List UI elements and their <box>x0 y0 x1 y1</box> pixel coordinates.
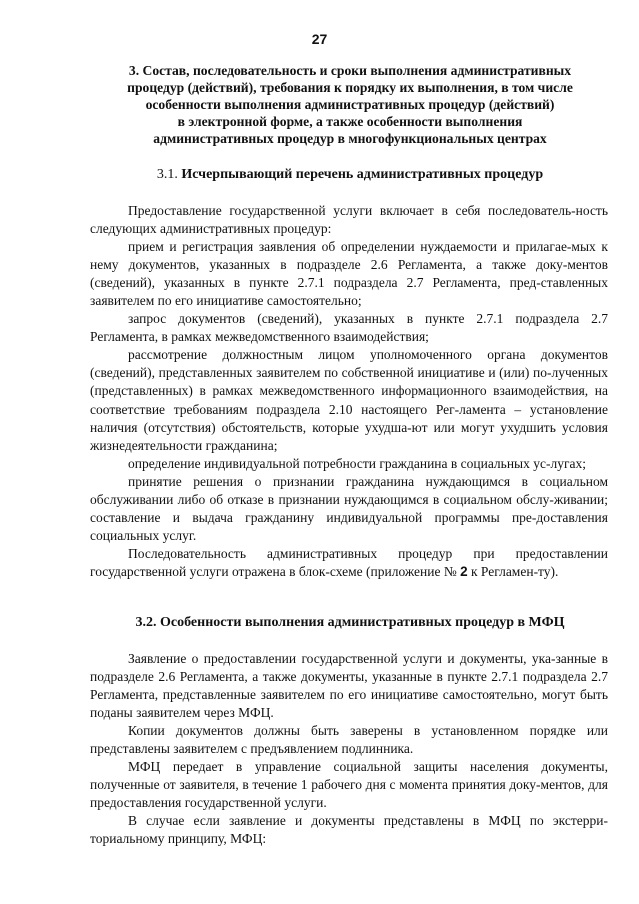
section-3-1-title: Исчерпывающий перечень административных процедур <box>181 167 544 182</box>
paragraph-text: Последовательность административных процедур при предоставлении государственной услуги отражена в блок-схеме (приложение № <box>90 545 608 579</box>
paragraph: принятие решения о признании гражданина нуждающимся в социальном обслуживании либо об отказе в признании нуждающимся в социальном обслу-живании; составление и выдача гражданину индивидуальной программы пре-доставления социальных услуг. <box>90 473 608 543</box>
section-3-heading <box>90 62 610 147</box>
section-3-heading-line: 3. Состав, последовательность и сроки выполнения административных <box>128 63 572 78</box>
paragraph: рассмотрение должностным лицом уполномоченного органа документов (сведений), представленных заявителем по собственной инициативе и (или) по-лученных (представленных) в рамках межведомственного информационного взаимодействия, на соответствие требованиям подраздела 2.10 настоящего Рег-ламента – установление наличия (отсутствия) обстоятельств, которые ухудша-ют или могут ухудшить условия жизнедеятельности гражданина; <box>90 347 608 453</box>
paragraph: запрос документов (сведений), указанных в пункте 2.7.1 подраздела 2.7 Регламента, в рамках межведомственного взаимодействия; <box>90 311 608 345</box>
section-3-heading-line: особенности выполнения административных процедур (действий) <box>145 97 555 112</box>
paragraph: Копии документов должны быть заверены в установленном порядке или представлены заявителем с предъявлением подлинника. <box>90 723 608 757</box>
section-3-1-number: 3.1. <box>156 167 178 182</box>
paragraph: прием и регистрация заявления об определении нуждаемости и прилагае-мых к нему документов, указанных в подразделе 2.6 Регламента, а также доку-ментов (сведений), указанных в пункте 2.7.1 подраздела 2.7 Регламента, пред-ставленных заявителем по его инициативе самостоятельно; <box>90 239 608 309</box>
paragraph: Предоставление государственной услуги включает в себя последователь-ность следующих административных процедур: <box>90 203 608 237</box>
paragraph: Заявление о предоставлении государственной услуги и документы, ука-занные в подразделе 2.6 Регламента, а также документы, указанные в пункте 2.7.1 подраздела 2.7 Регламента, представленные заявителем по его инициативе самостоятельно, могут быть поданы заявителем через МФЦ. <box>90 651 608 721</box>
section-3-heading-line: в электронной форме, а также особенности выполнения <box>177 114 523 129</box>
section-3-heading-line: процедур (действий), требования к порядку их выполнения, в том числе <box>127 80 573 95</box>
paragraph: В случае если заявление и документы представлены в МФЦ по экстерри-ториальному принципу, МФЦ: <box>90 813 608 847</box>
appendix-number: 2 <box>460 563 468 579</box>
section-3-1-body <box>90 202 608 581</box>
paragraph: МФЦ передает в управление социальной защиты населения документы, полученные от заявителя, в течение 1 рабочего дня с момента принятия доку-ментов, для предоставления государственной услуги. <box>90 759 608 811</box>
section-3-2-body <box>90 650 608 849</box>
section-3-1-heading <box>90 166 610 183</box>
paragraph: определение индивидуальной потребности гражданина в социальных ус-лугах; <box>128 455 587 471</box>
section-3-heading-line: административных процедур в многофункциональных центрах <box>153 131 547 146</box>
paragraph <box>90 545 608 581</box>
paragraph-text: к Регламен-ту). <box>470 563 559 579</box>
page-number: 27 <box>311 31 328 47</box>
section-3-2-heading: 3.2. Особенности выполнения административных процедур в МФЦ <box>135 615 565 630</box>
